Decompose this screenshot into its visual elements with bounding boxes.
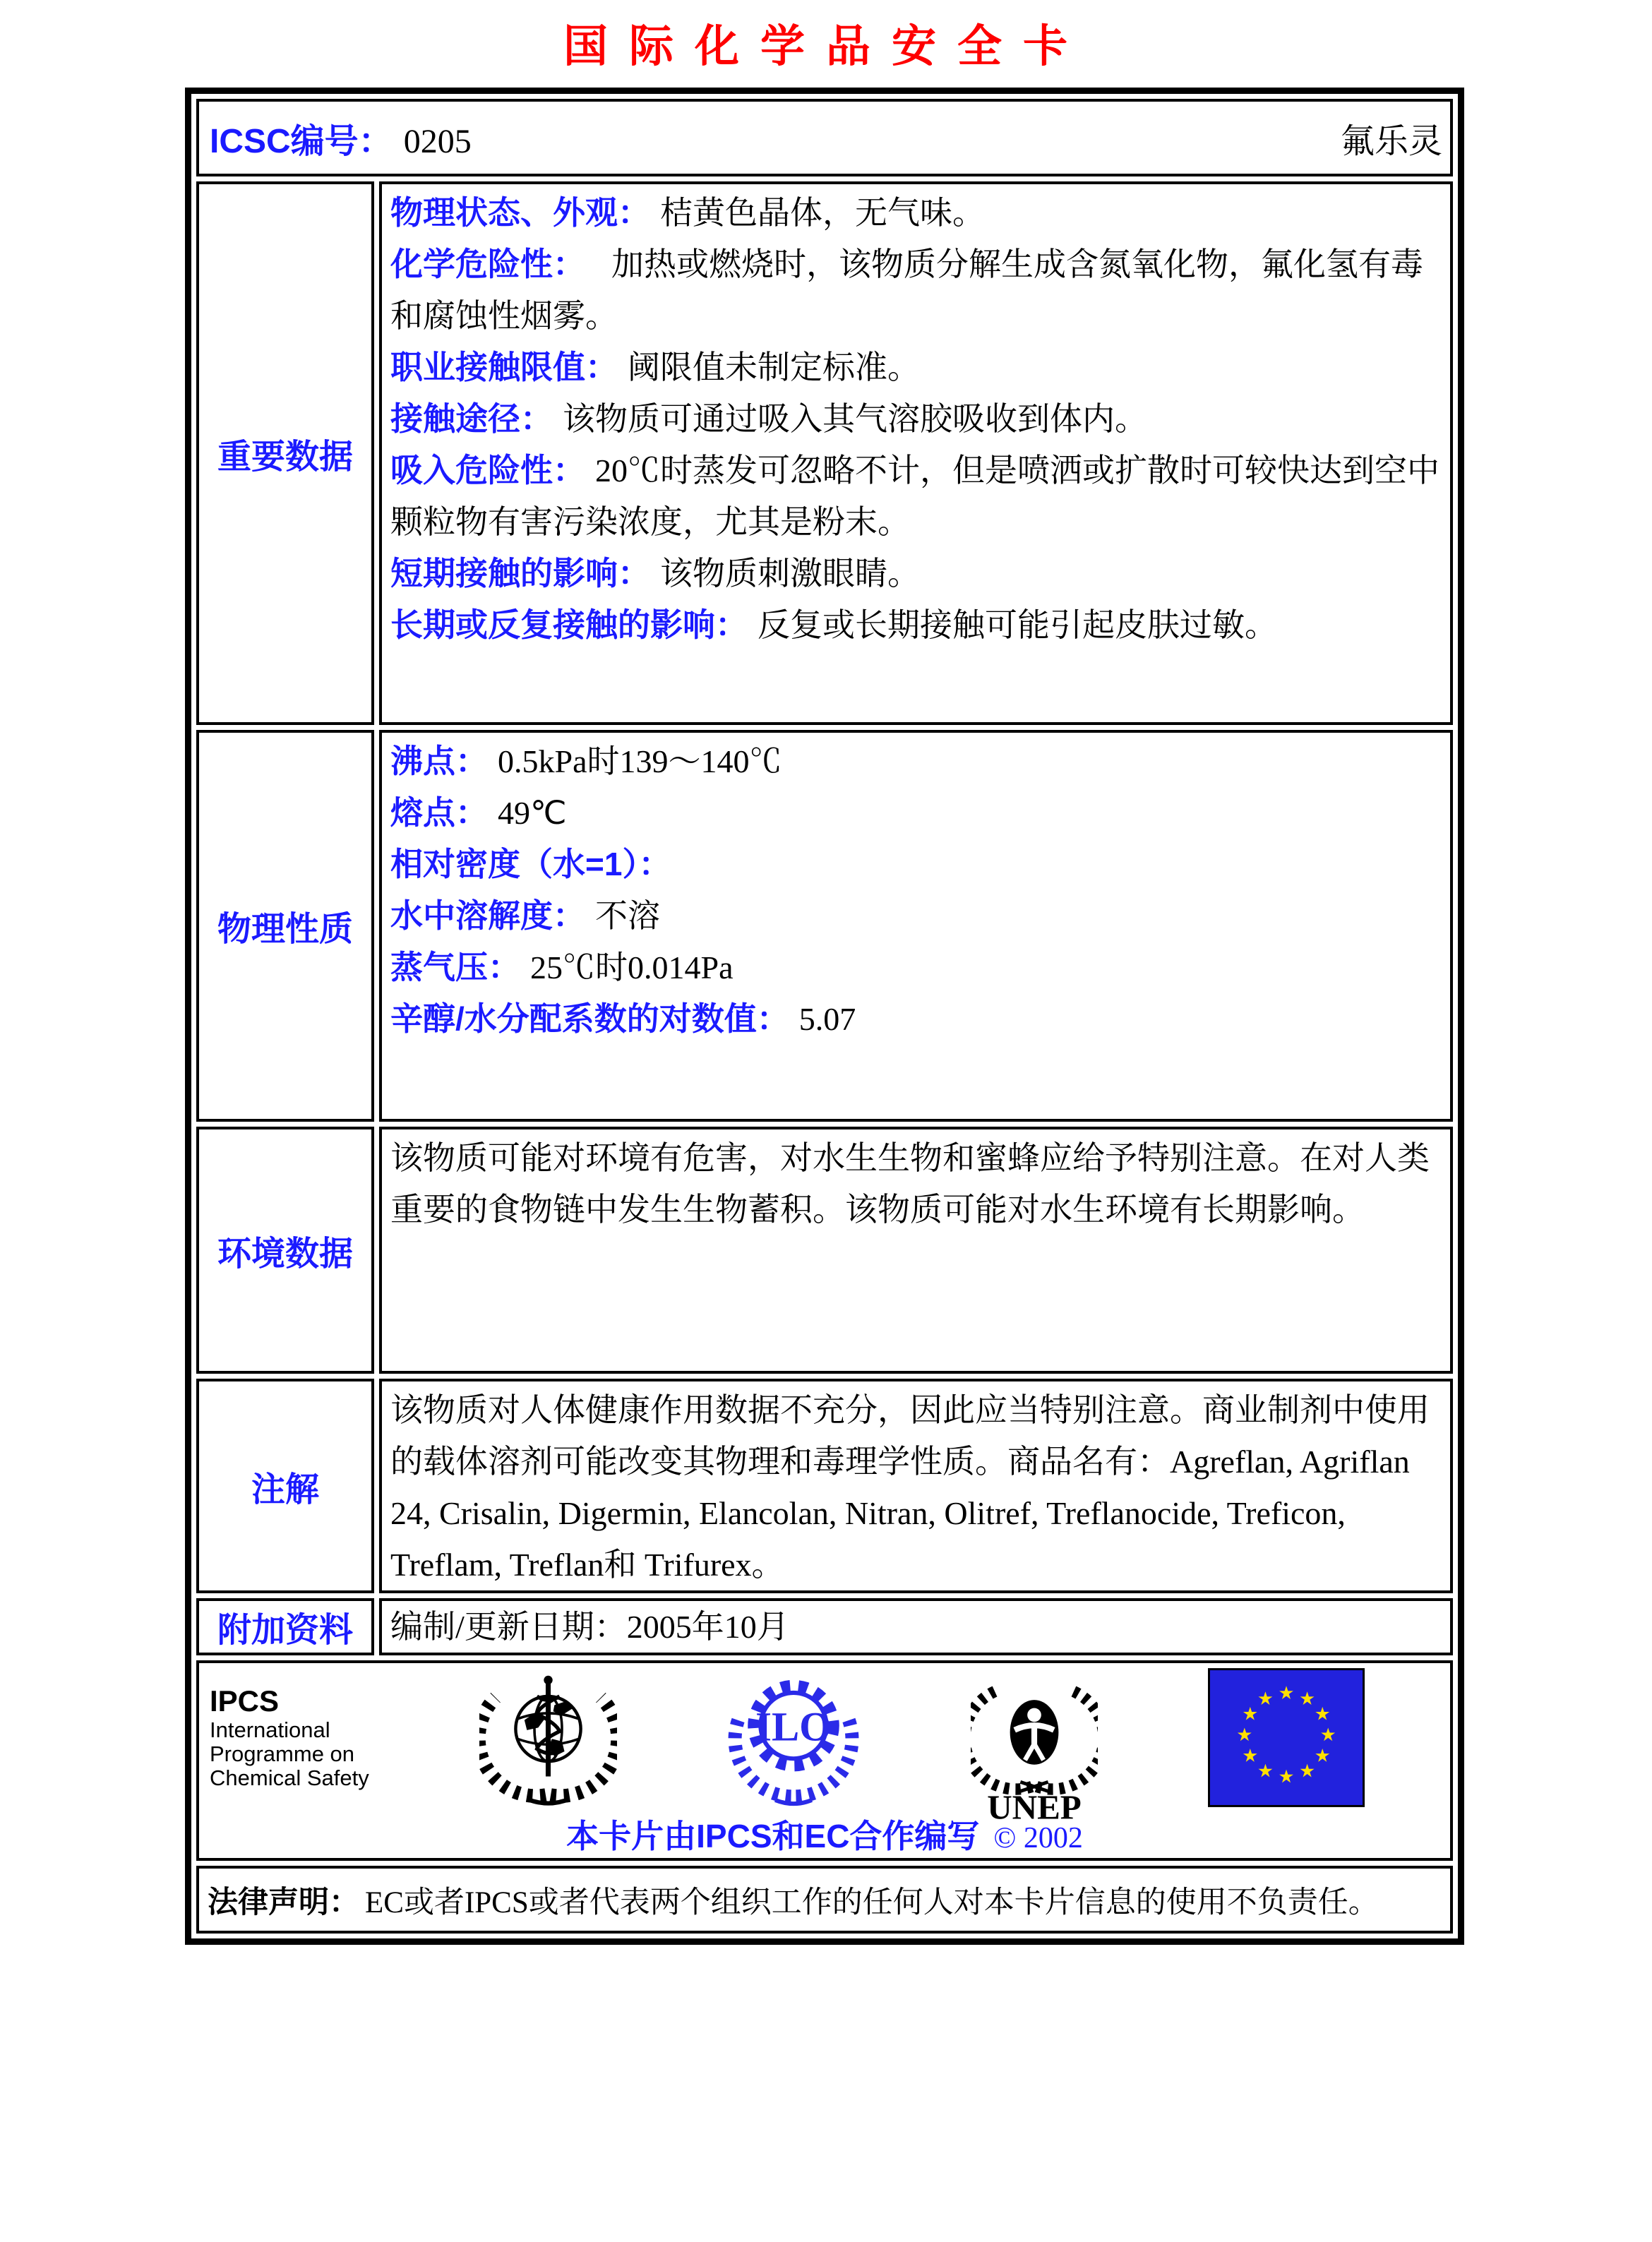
section-label-notes: 注解 — [196, 1379, 374, 1593]
copyright-text: © 2002 — [993, 1822, 1083, 1854]
section-label-important-data: 重要数据 — [196, 181, 374, 725]
entry-exposure-route: 接触途径： 该物质可通过吸入其气溶胶吸收到体内。 — [390, 400, 1147, 437]
entry-melting-point: 熔点： 49℃ — [390, 794, 567, 831]
ilo-logo-icon — [726, 1667, 861, 1808]
entry-occupational-limit: 职业接触限值： 阈限值未制定标准。 — [390, 349, 920, 385]
entry-short-term-effects: 短期接触的影响： 该物质刺激眼睛。 — [390, 555, 920, 592]
ipcs-org-line-2: Programme on — [210, 1742, 355, 1766]
chemical-name: 氟乐灵 — [1340, 122, 1442, 160]
entry-boiling-point: 沸点： 0.5kPa时139～140℃ — [390, 743, 782, 779]
icsc-number-label: ICSC编号： — [210, 122, 393, 160]
page-title: 国际化学品安全卡 — [563, 20, 1089, 72]
entry-inhalation-risk: 吸入危险性： 20℃时蒸发可忽略不计，但是喷洒或扩散时可较快达到空中颗粒物有害污染浓度，尤其是粉末。 — [390, 452, 1439, 540]
credit-line — [200, 1811, 1449, 1857]
entry-vapor-pressure: 蒸气压： 25℃时0.014Pa — [390, 949, 734, 985]
safety-card-table — [185, 88, 1464, 1945]
entry-relative-density: 相对密度（水=1）： — [390, 846, 671, 882]
who-logo-icon — [479, 1669, 617, 1806]
ipcs-org-line-1: International — [210, 1718, 330, 1742]
section-label-environmental-data: 环境数据 — [196, 1127, 374, 1374]
organization-logos — [200, 1664, 1449, 1827]
icsc-number-group — [210, 114, 472, 162]
unep-logo-text: UNEP — [987, 1787, 1082, 1827]
legal-notice-label: 法律声明： — [208, 1885, 359, 1919]
ipcs-text-block — [210, 1684, 369, 1790]
update-date-text: 编制/更新日期：2005年10月 — [390, 1609, 789, 1645]
icsc-number-value: 0205 — [403, 122, 472, 160]
section-content-additional-info — [379, 1598, 1453, 1655]
section-content-important-data — [379, 181, 1453, 725]
legal-notice-row — [196, 1866, 1453, 1934]
section-label-additional-info: 附加资料 — [196, 1598, 374, 1655]
logos-row-cell — [196, 1660, 1453, 1861]
section-content-physical-properties — [379, 730, 1453, 1122]
section-label-physical-properties: 物理性质 — [196, 730, 374, 1122]
unep-logo-icon — [971, 1667, 1098, 1833]
card-header-row — [196, 99, 1453, 176]
notes-text: 该物质对人体健康作用数据不充分，因此应当特别注意。商业制剂中使用的载体溶剂可能改变其物理和毒理学性质。商品名有：Agreflan, Agriflan 24, Crisalin, Digermin, Elancolan, Nitran, Olitref, Treflanocide, Treficon, Treflam, Treflan和 Trifurex。 — [390, 1392, 1430, 1583]
entry-physical-state: 物理状态、外观： 桔黄色晶体，无气味。 — [390, 194, 985, 231]
entry-water-solubility: 水中溶解度： 不溶 — [390, 897, 660, 934]
legal-notice-text: EC或者IPCS或者代表两个组织工作的任何人对本卡片信息的使用不负责任。 — [365, 1886, 1379, 1919]
entry-chemical-danger: 化学危险性： 加热或燃烧时，该物质分解生成含氮氧化物，氟化氢有毒和腐蚀性烟雾。 — [390, 246, 1423, 334]
environmental-data-text: 该物质可能对环境有危害，对水生生物和蜜蜂应给予特别注意。在对人类重要的食物链中发生生物蓄积。该物质可能对水生环境有长期影响。 — [390, 1140, 1430, 1228]
entry-long-term-effects: 长期或反复接触的影响： 反复或长期接触可能引起皮肤过敏。 — [390, 606, 1277, 643]
ipcs-acronym: IPCS — [210, 1684, 280, 1718]
eu-flag-icon — [1208, 1668, 1365, 1807]
ilo-logo-text: ILO — [755, 1703, 832, 1750]
entry-octanol-water-coefficient: 辛醇/水分配系数的对数值： 5.07 — [390, 1000, 856, 1037]
ipcs-org-line-3: Chemical Safety — [210, 1766, 369, 1790]
section-content-notes — [379, 1379, 1453, 1593]
section-content-environmental-data — [379, 1127, 1453, 1374]
credit-text: 本卡片由IPCS和EC合作编写 — [566, 1818, 980, 1854]
